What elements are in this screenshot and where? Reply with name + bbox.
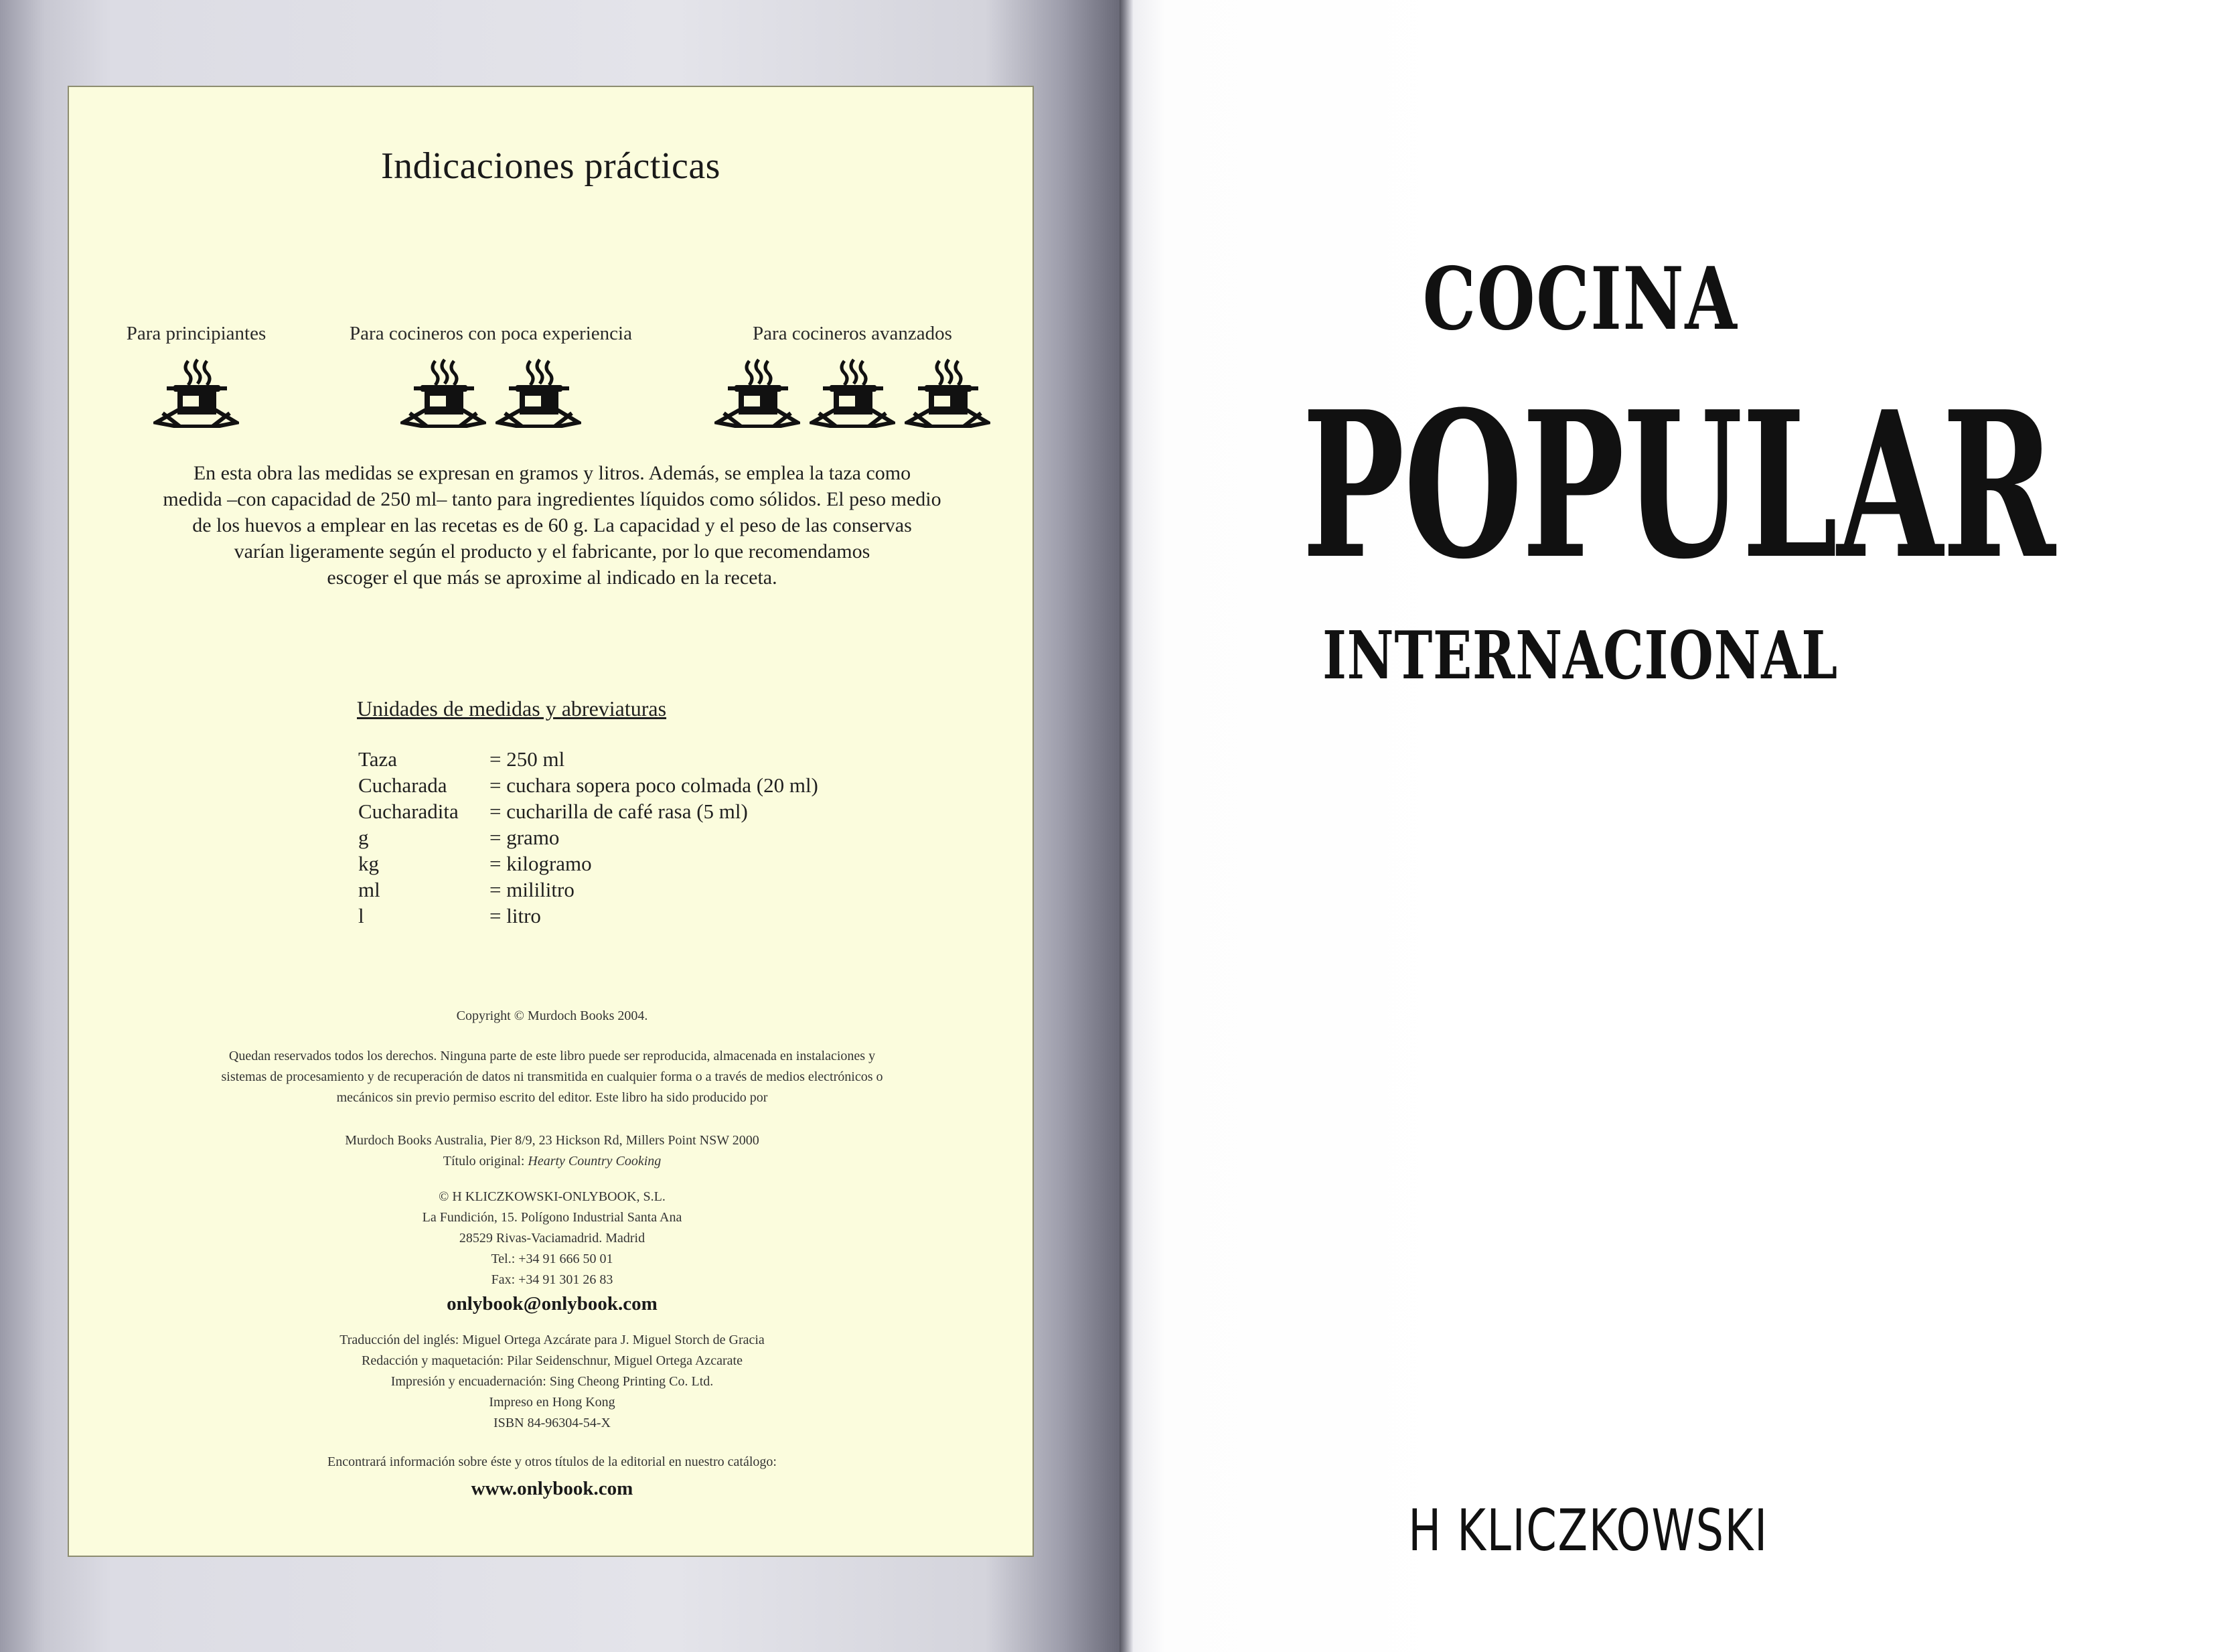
- unit-term: Cucharada: [358, 773, 447, 797]
- copyright-text: Copyright © Murdoch Books 2004.: [456, 1008, 648, 1023]
- difficulty-level-intermediate: [323, 323, 658, 428]
- unit-definition: = mililitro: [489, 878, 575, 901]
- book-spine: [1120, 0, 1133, 1652]
- publisher-name: H KLICZKOWSKI: [1408, 1497, 1768, 1564]
- intro-line: varían ligeramente según el producto y el fabricante, por lo que recomendamos: [234, 540, 870, 562]
- cooking-pot-icon: [153, 357, 239, 428]
- staff-line: ISBN 84-96304-54-X: [493, 1416, 611, 1430]
- original-title-line: [96, 1151, 1008, 1172]
- difficulty-pots: [323, 357, 658, 428]
- difficulty-label: Para cocineros con poca experiencia: [350, 323, 632, 344]
- intro-line: En esta obra las medidas se expresan en gramos y litros. Además, se emplea la taza como: [193, 462, 911, 484]
- original-publisher: [96, 1130, 1008, 1172]
- spanish-publisher: [96, 1187, 1008, 1317]
- production-credits: [96, 1330, 1008, 1434]
- unit-term: Cucharadita: [358, 800, 459, 823]
- measurements-intro: [102, 460, 1002, 591]
- unit-term: kg: [358, 852, 379, 875]
- units-row: [358, 877, 818, 903]
- units-row: [358, 903, 818, 929]
- unit-definition: = kilogramo: [489, 852, 592, 875]
- unit-term: ml: [358, 878, 380, 901]
- intro-line: de los huevos a emplear en las recetas es de 60 g. La capacidad y el peso de las conservas: [192, 514, 912, 536]
- difficulty-label: Para principiantes: [126, 323, 266, 344]
- rights-line: Quedan reservados todos los derechos. Ninguna parte de este libro puede ser reproducida, almacenada en instalaciones y: [228, 1049, 876, 1063]
- difficulty-label: Para cocineros avanzados: [753, 323, 952, 344]
- cooking-pot-icon: [495, 357, 581, 428]
- unit-definition: = litro: [489, 904, 541, 927]
- intro-line: medida –con capacidad de 250 ml– tanto para ingredientes líquidos como sólidos. El peso medio: [163, 488, 941, 510]
- original-title-prefix: Título original:: [443, 1154, 528, 1169]
- copyright-line: [96, 1006, 1008, 1027]
- staff-line: Traducción del inglés: Miguel Ortega Azcárate para J. Miguel Storch de Gracia: [339, 1333, 765, 1347]
- company-line: © H KLICZKOWSKI-ONLYBOOK, S.L.: [439, 1189, 666, 1204]
- units-row: [358, 798, 818, 824]
- title-top: COCINA: [1422, 249, 1738, 350]
- right-page: [1133, 0, 2215, 1652]
- rights-line: mecánicos sin previo permiso escrito del editor. Este libro ha sido producido por: [336, 1090, 768, 1105]
- catalog-text: Encontrará información sobre éste y otros títulos de la editorial en nuestro catálogo:: [327, 1454, 777, 1469]
- staff-line: Redacción y maquetación: Pilar Seidenschnur, Miguel Ortega Azcarate: [362, 1353, 743, 1368]
- practical-info-panel: [68, 86, 1034, 1557]
- difficulty-level-advanced: [692, 323, 1013, 428]
- unit-term: l: [358, 904, 364, 927]
- difficulty-pots: [692, 357, 1013, 428]
- difficulty-pots: [116, 357, 277, 428]
- unit-definition: = cucharilla de café rasa (5 ml): [489, 800, 748, 823]
- unit-definition: = cuchara sopera poco colmada (20 ml): [489, 773, 818, 797]
- cooking-pot-icon: [400, 357, 486, 428]
- rights-notice: [96, 1046, 1008, 1108]
- title-main: POPULAR: [1302, 367, 2055, 603]
- difficulty-level-beginner: [116, 323, 277, 428]
- catalog-info: [96, 1452, 1008, 1502]
- company-line: Fax: +34 91 301 26 83: [491, 1272, 613, 1287]
- units-heading: Unidades de medidas y abreviaturas: [357, 696, 667, 721]
- publisher-website: www.onlybook.com: [471, 1478, 633, 1499]
- cooking-pot-icon: [714, 357, 800, 428]
- unit-term: Taza: [358, 747, 398, 771]
- staff-line: Impresión y encuadernación: Sing Cheong Printing Co. Ltd.: [390, 1374, 714, 1389]
- company-line: 28529 Rivas-Vaciamadrid. Madrid: [459, 1231, 645, 1246]
- title-bottom: INTERNACIONAL: [1322, 617, 1838, 694]
- publisher-email: onlybook@onlybook.com: [447, 1293, 658, 1315]
- units-table: [358, 746, 818, 929]
- units-row: [358, 772, 818, 798]
- publisher-address: Murdoch Books Australia, Pier 8/9, 23 Hickson Rd, Millers Point NSW 2000: [345, 1133, 759, 1148]
- units-row: [358, 850, 818, 877]
- cooking-pot-icon: [905, 357, 990, 428]
- page-title: Indicaciones prácticas: [381, 145, 720, 187]
- cooking-pot-icon: [810, 357, 895, 428]
- units-row: [358, 824, 818, 850]
- units-row: [358, 746, 818, 772]
- original-title: Hearty Country Cooking: [528, 1154, 662, 1169]
- unit-term: g: [358, 826, 369, 849]
- unit-definition: = 250 ml: [489, 747, 565, 771]
- rights-line: sistemas de procesamiento y de recuperación de datos ni transmitida en cualquier forma o a través de medios electrónicos o: [221, 1069, 883, 1084]
- unit-definition: = gramo: [489, 826, 560, 849]
- company-line: La Fundición, 15. Polígono Industrial Santa Ana: [422, 1210, 682, 1225]
- intro-line: escoger el que más se aproxime al indicado en la receta.: [327, 567, 777, 589]
- company-line: Tel.: +34 91 666 50 01: [491, 1252, 613, 1266]
- staff-line: Impreso en Hong Kong: [489, 1395, 615, 1410]
